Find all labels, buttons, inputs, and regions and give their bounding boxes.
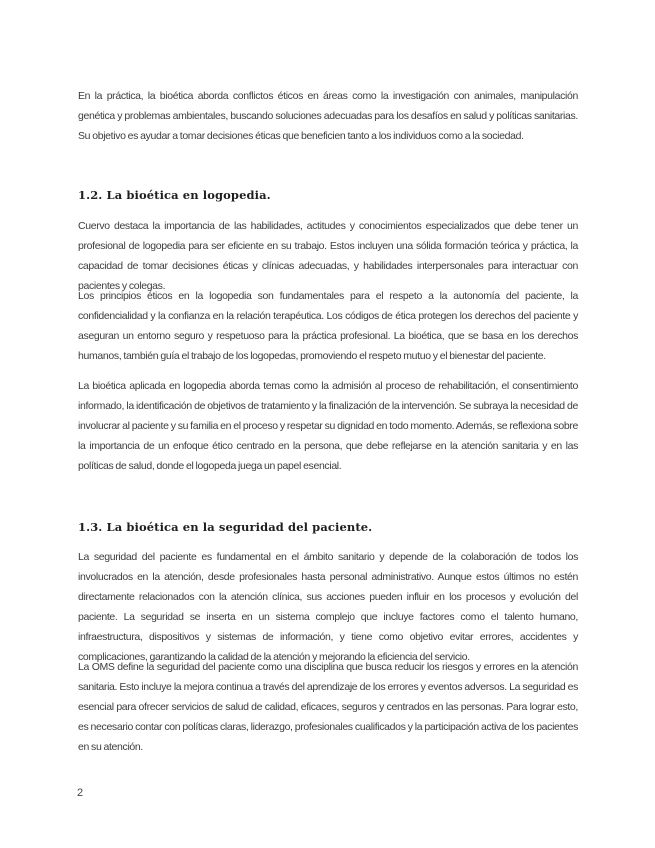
section-1-2-paragraph-2: Los principios éticos en la logopedia son fundamentales para el respeto a la autonomía del paciente, la confidencialidad y la confianza en la relación terapéutica. Los códigos de ética protegen los derechos del paciente y aseguran un entorno seguro y respetuoso para la práctica profesional. La bioética, que se basa en los derechos humanos, también guía el trabajo de los logopedas, promoviendo el respeto mutuo y el bienestar del paciente. — [78, 290, 578, 362]
intro-paragraph: En la práctica, la bioética aborda conflictos éticos en áreas como la investigación con animales, manipulación genética y problemas ambientales, buscando soluciones adecuadas para los desafíos en salud y políticas sanitarias. Su objetivo es ayudar a tomar decisiones éticas que beneficien tanto a los individuos como a la sociedad. — [78, 90, 578, 142]
page-number: 2 — [77, 787, 84, 799]
section-1-2-paragraph-1: Cuervo destaca la importancia de las habilidades, actitudes y conocimientos especializados que debe tener un profesional de logopedia para ser eficiente en su trabajo. Estos incluyen una sólida formación teórica y práctica, la capacidad de tomar decisiones éticas y clínicas adecuadas, y habilidades interpersonales para interactuar con pacientes y colegas. — [78, 220, 578, 292]
section-1-3-paragraph-1: La seguridad del paciente es fundamental en el ámbito sanitario y depende de la colaboración de todos los involucrados en la atención, desde profesionales hasta personal administrativo. Aunque estos últimos no estén directamente relacionados con la atención clínica, sus acciones pueden influir en los procesos y evolución del paciente. La seguridad se inserta en un sistema complejo que incluye factores como el talento humano, infraestructura, dispositivos y sistemas de información, y tiene como objetivo evitar errores, accidentes y complicaciones, garantizando la calidad de la atención y mejorando la eficiencia del servicio. — [78, 551, 578, 663]
section-heading-1-2: 1.2. La bioética en logopedia. — [78, 188, 271, 202]
section-heading-1-3: 1.3. La bioética en la seguridad del paciente. — [78, 520, 373, 534]
section-1-2-paragraph-3: La bioética aplicada en logopedia aborda temas como la admisión al proceso de rehabilitación, el consentimiento informado, la identificación de objetivos de tratamiento y la finalización de la intervención. Se subraya la necesidad de involucrar al paciente y su familia en el proceso y respetar su dignidad en todo momento. Además, se reflexiona sobre la importancia de un enfoque ético centrado en la persona, que debe reflejarse en la atención sanitaria y en las políticas de salud, donde el logopeda juega un papel esencial. — [78, 380, 578, 472]
section-1-3-paragraph-2: La OMS define la seguridad del paciente como una disciplina que busca reducir los riesgos y errores en la atención sanitaria. Esto incluye la mejora continua a través del aprendizaje de los errores y eventos adversos. La seguridad es esencial para ofrecer servicios de salud de calidad, eficaces, seguros y centrados en las personas. Para lograr esto, es necesario contar con políticas claras, liderazgo, profesionales cualificados y la participación activa de los pacientes en su atención. — [78, 661, 578, 753]
